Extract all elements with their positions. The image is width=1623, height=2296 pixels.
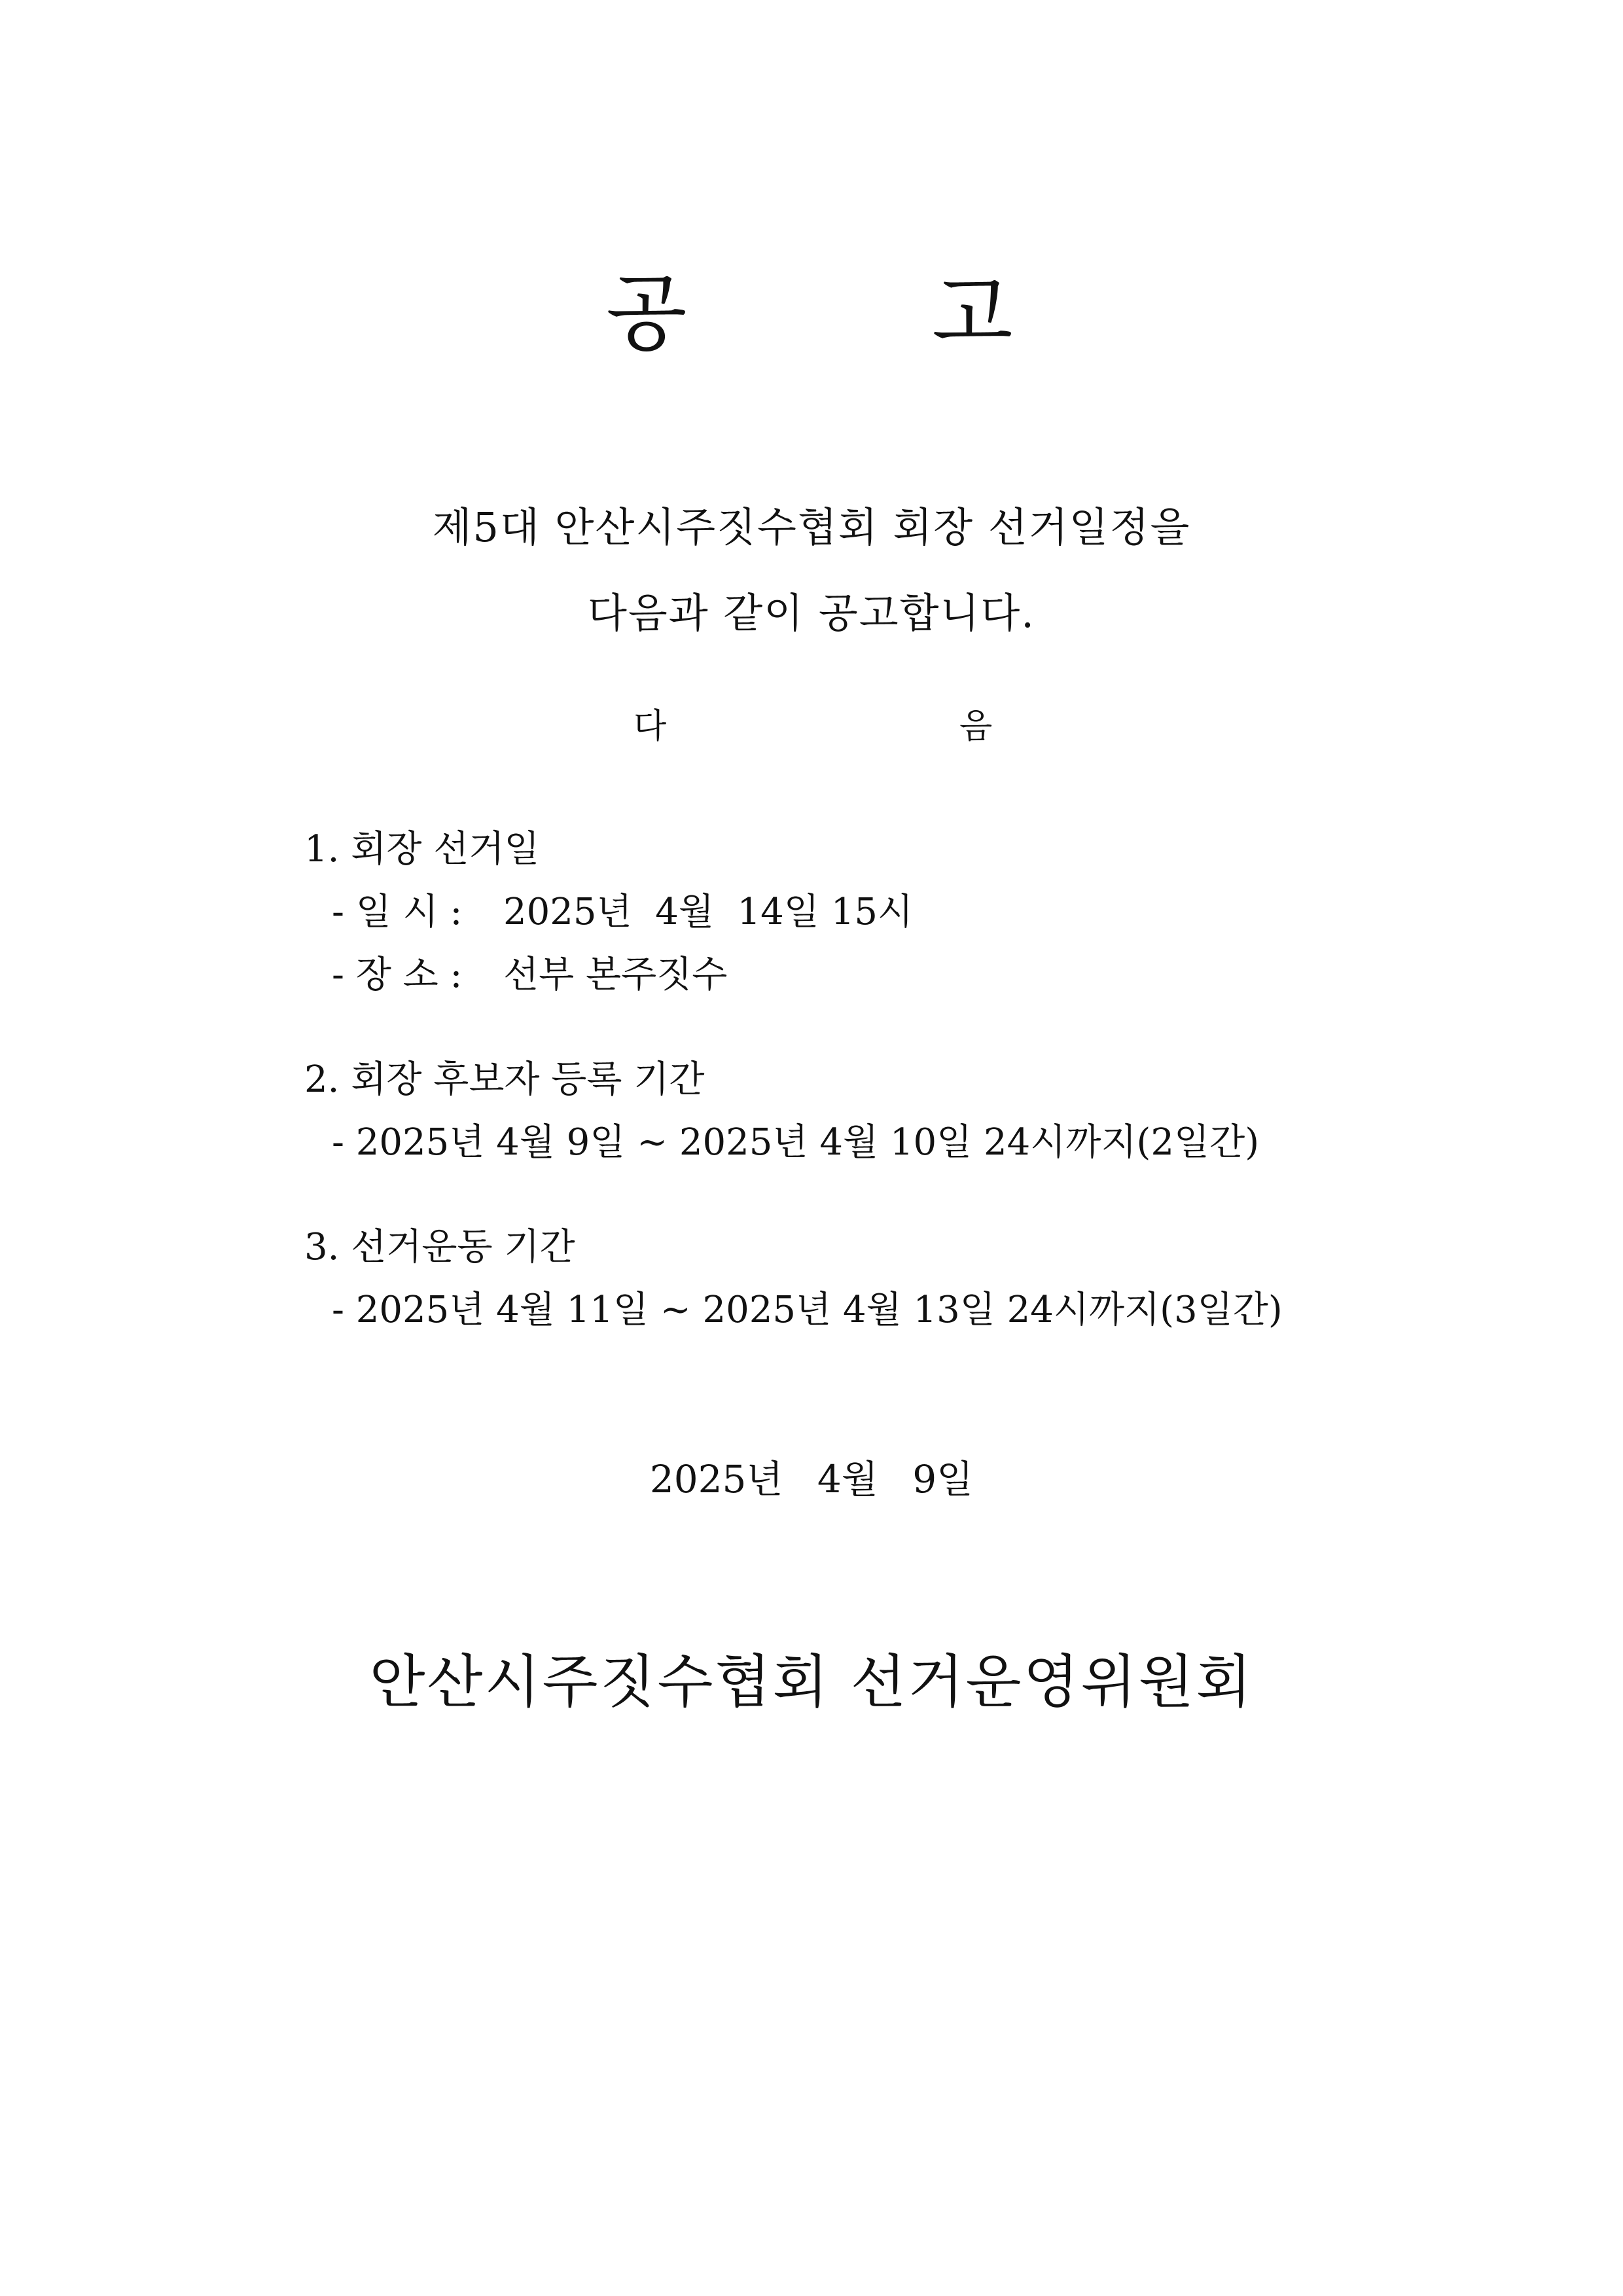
line-label: - 장 소 : (332, 954, 463, 996)
schedule-item-heading: 1. 회장 선거일 (304, 828, 540, 870)
intro-line-1: 제5대 안산시주짓수협회 회장 선거일정을 (432, 503, 1191, 551)
schedule-item-heading: 2. 회장 후보자 등록 기간 (304, 1058, 705, 1101)
intro-paragraph (0, 484, 1623, 656)
schedule-list (304, 818, 1482, 1342)
schedule-item-line (304, 944, 1482, 1007)
line-value: 2025년 4월 14일 15시 (503, 891, 914, 933)
title-char-2: 고 (932, 265, 1013, 363)
notice-date: 2025년 4월 9일 (649, 1457, 974, 1501)
schedule-item-line: - 2025년 4월 9일 ~ 2025년 4월 10일 24시까지(2일간) (332, 1121, 1260, 1164)
schedule-item-line (304, 881, 1482, 944)
title-char-1: 공 (606, 265, 687, 363)
schedule-item-line: - 2025년 4월 11일 ~ 2025년 4월 13일 24시까지(3일간) (332, 1289, 1283, 1331)
following-char-1: 다 (633, 707, 667, 746)
following-char-2: 음 (959, 707, 993, 746)
schedule-item-heading: 3. 선거운동 기간 (304, 1226, 575, 1268)
issuer-name: 안산시주짓수협회 선거운영위원회 (369, 1648, 1254, 1715)
line-value: 선부 본주짓수 (503, 954, 728, 996)
notice-title (0, 259, 1623, 370)
line-label: - 일 시 : (332, 891, 463, 933)
following-heading (0, 700, 1623, 753)
schedule-item-campaign (304, 1216, 1482, 1342)
schedule-item-registration (304, 1049, 1482, 1174)
intro-line-2: 다음과 같이 공고합니다. (587, 589, 1036, 637)
schedule-item-election-day (304, 818, 1482, 1007)
